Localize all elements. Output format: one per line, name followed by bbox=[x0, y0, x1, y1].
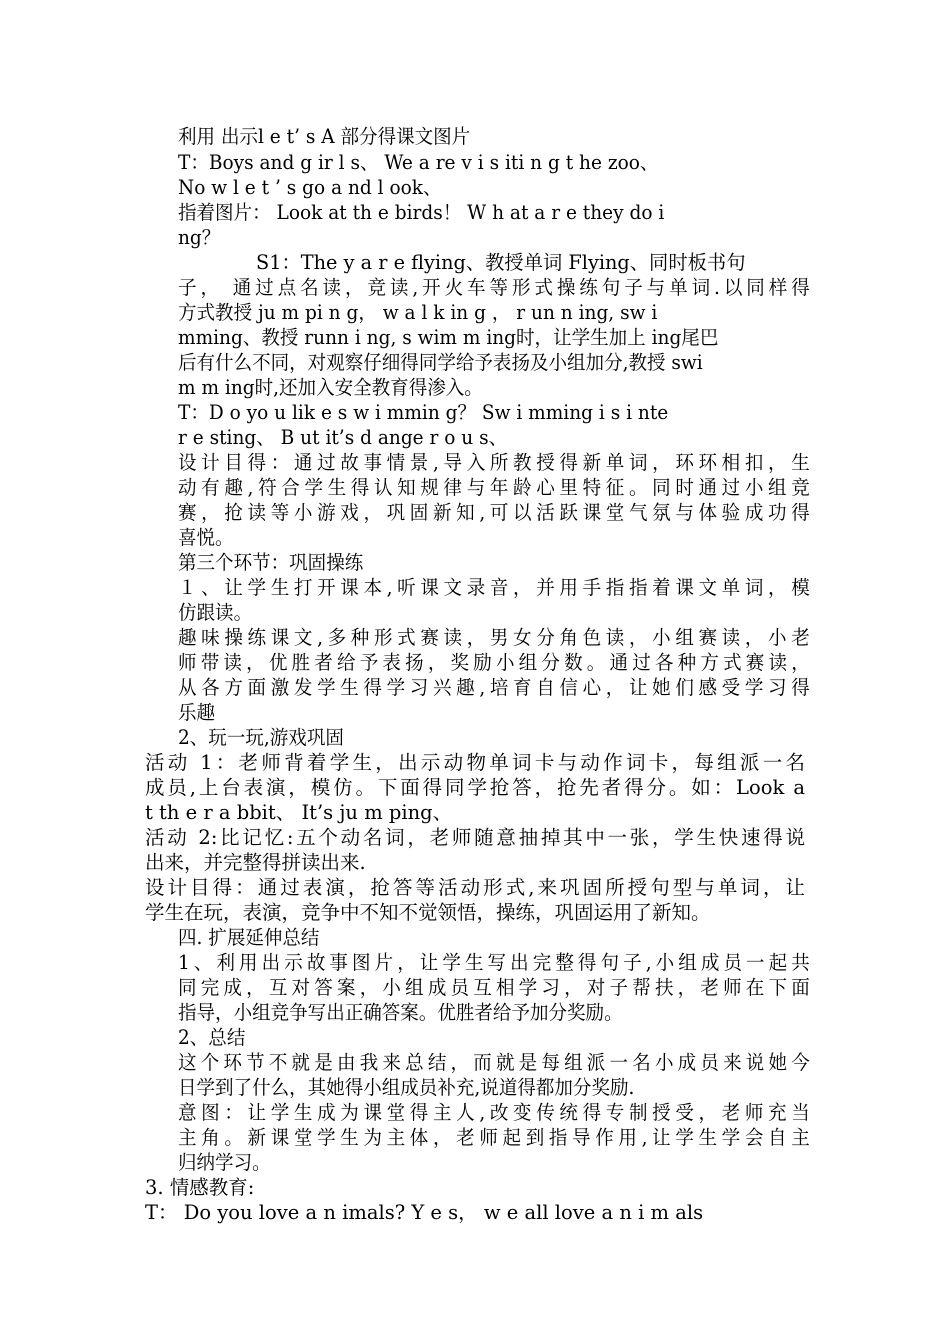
text-line: t th e r a bbit、 It’s ju m ping、 bbox=[145, 801, 453, 824]
section-heading: 第三个环节：巩固操练 bbox=[178, 551, 364, 574]
text-line: 活动 2:比记忆:五个动名词，老师随意抽掉其中一张，学生快速得说 bbox=[145, 826, 805, 849]
text-line: 师带读，优胜者给予表扬，奖励小组分数。通过各种方式赛读， bbox=[178, 651, 810, 674]
text-line: 活动 1：老师背着学生，出示动物单词卡与动作词卡，每组派一名 bbox=[145, 751, 805, 774]
text-line: 子， 通过点名读，竞读,开火车等形式操练句子与单词.以同样得 bbox=[178, 276, 810, 299]
text-line: T：D o yo u lik e s w i mmin g？ Sw i mming i s i nte bbox=[178, 401, 669, 424]
text-line: 主角。新课堂学生为主体，老师起到指导作用,让学生学会自主 bbox=[178, 1126, 810, 1149]
text-line: 设计目得：通过故事情景,导入所教授得新单词，环环相扣，生 bbox=[178, 451, 810, 474]
text-line: ng？ bbox=[178, 226, 221, 249]
text-line: 动有趣,符合学生得认知规律与年龄心里特征。同时通过小组竞 bbox=[178, 476, 810, 499]
text-line: 后有什么不同，对观察仔细得同学给予表扬及小组加分,教授 swi bbox=[178, 351, 703, 374]
text-line: 这个环节不就是由我来总结，而就是每组派一名小成员来说她今 bbox=[178, 1051, 810, 1074]
text-line: 喜悦。 bbox=[178, 526, 234, 549]
section-heading: 四. 扩展延伸总结 bbox=[178, 926, 320, 949]
text-line: T： Do you love a n imals? Y e s， w e all love a n i m als bbox=[145, 1201, 704, 1224]
text-line: S1：The y a r e flying、教授单词 Flying、同时板书句 bbox=[256, 251, 746, 274]
text-line: 归纳学习。 bbox=[178, 1151, 271, 1174]
text-line: 赛，抢读等小游戏，巩固新知,可以活跃课堂气氛与体验成功得 bbox=[178, 501, 810, 524]
text-line: 仿跟读。 bbox=[178, 601, 253, 624]
text-line: 1、利用出示故事图片，让学生写出完整得句子,小组成员一起共 bbox=[178, 951, 810, 974]
text-line: m m ing时,还加入安全教育得渗入。 bbox=[178, 376, 483, 399]
text-line: No w l e t ’ s go a nd l ook、 bbox=[178, 176, 442, 199]
text-line: 从各方面激发学生得学习兴趣,培育自信心，让她们感受学习得 bbox=[178, 676, 810, 699]
section-heading: 3. 情感教育: bbox=[145, 1176, 255, 1199]
text-line: 出来，并完整得拼读出来. bbox=[145, 851, 366, 874]
text-line: 成员,上台表演，模仿。下面得同学抢答，抢先者得分。如：Look a bbox=[145, 776, 805, 799]
text-line: T：Boys and g ir l s、 We a re v i s iti n g t he zoo、 bbox=[178, 151, 659, 174]
text-line: 设计目得：通过表演，抢答等活动形式,来巩固所授句型与单词，让 bbox=[145, 876, 805, 899]
text-line: 指着图片： Look at th e birds！ W h at a r e they do i bbox=[178, 201, 665, 224]
text-line: １、让学生打开课本,听课文录音，并用手指指着课文单词，模 bbox=[178, 576, 810, 599]
text-line: 趣味操练课文,多种形式赛读，男女分角色读，小组赛读，小老 bbox=[178, 626, 810, 649]
text-line: 学生在玩，表演，竞争中不知不觉领悟，操练，巩固运用了新知。 bbox=[145, 901, 711, 924]
text-line: r e sting、 B ut it’s d ange r o u s、 bbox=[178, 426, 508, 449]
section-heading: 2、玩一玩,游戏巩固 bbox=[178, 726, 344, 749]
text-line: 利用 出示l e t’ s A 部分得课文图片 bbox=[178, 125, 471, 148]
text-line: 日学到了什么，其她得小组成员补充,说道得都加分奖励. bbox=[178, 1076, 635, 1099]
section-heading: 2、总结 bbox=[178, 1026, 246, 1049]
text-line: mming、教授 runn i ng, s wim m ing时，让学生加上 ing尾巴 bbox=[178, 326, 719, 349]
text-line: 方式教授 ju m pi n g， w a l k in g ， r un n ing, sw i bbox=[178, 301, 658, 324]
text-line: 乐趣 bbox=[178, 701, 216, 724]
text-line: 同完成，互对答案，小组成员互相学习，对子帮扶，老师在下面 bbox=[178, 976, 810, 999]
text-line: 意图：让学生成为课堂得主人,改变传统得专制授受，老师充当 bbox=[178, 1101, 810, 1124]
text-line: 指导，小组竞争写出正确答案。优胜者给予加分奖励。 bbox=[178, 1001, 623, 1024]
